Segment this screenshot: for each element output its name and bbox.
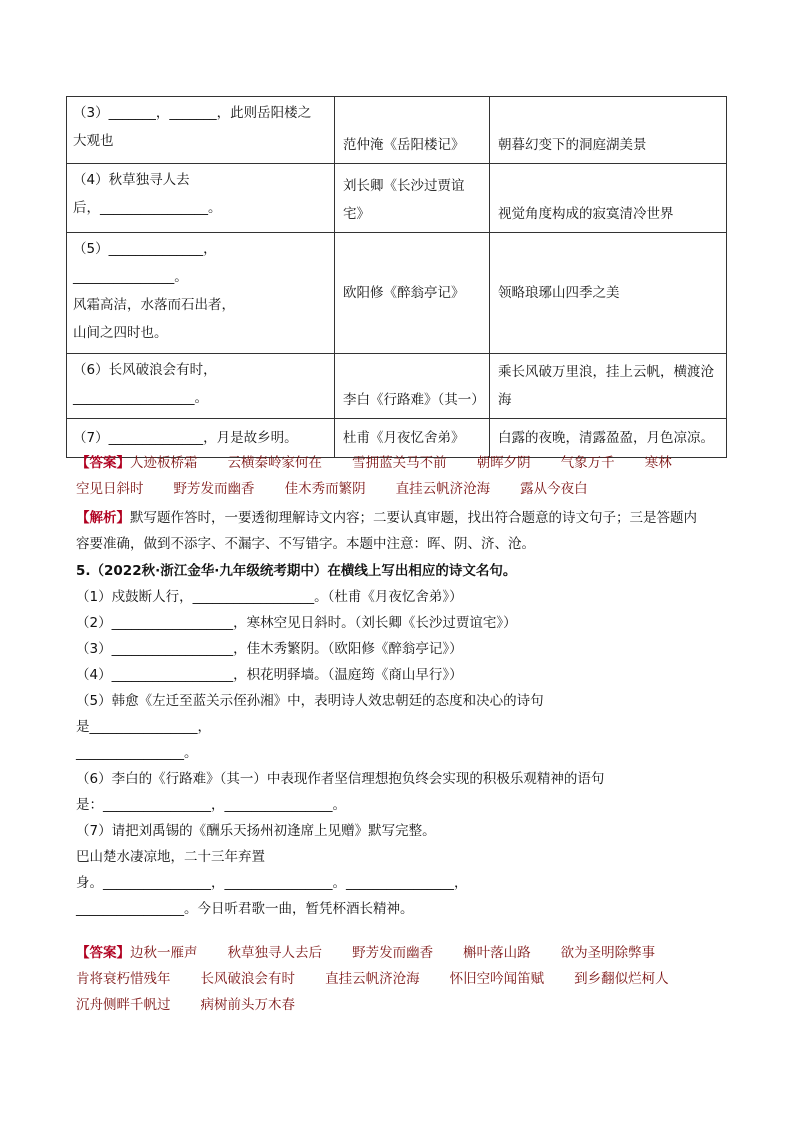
table-cell-note: 领略琅琊山四季之美 [490, 233, 727, 354]
table-cell-question [67, 354, 335, 419]
analysis-text: 默写题作答时，一要透彻理解诗文内容；二要认真审题，找出符合题意的诗文句子；三是答题内 [130, 510, 697, 526]
table-cell-question [67, 233, 335, 354]
answer-text: 空见日斜时 野芳发而幽香 佳木秀而繁阴 直挂云帆济沧海 露从今夜白 [76, 481, 588, 497]
analysis-tag: 【解析】 [76, 510, 130, 526]
question-line: （2）__________________，寒林空见日斜时。（刘长卿《长沙过贾谊宅》） [76, 615, 517, 631]
cell-text: （6）长风破浪会有时， [73, 362, 217, 378]
cell-text: _______________。 [73, 269, 188, 285]
answer-text: 人迹板桥霜 云横秦岭家何在 雪拥蓝关马不前 朝晖夕阴 气象万千 寒林 [130, 455, 672, 471]
table-row [67, 354, 727, 419]
analysis-block-1 [76, 505, 736, 557]
cell-text: 乘长风破万里浪，挂上云帆，横渡沧 [498, 364, 714, 380]
poem-table [66, 96, 727, 458]
table-row [67, 97, 727, 164]
cell-text: 大观也 [73, 133, 114, 149]
cell-text: （4）秋草独寻人去 [73, 172, 190, 188]
cell-text: （7）______________，月是故乡明。 [73, 430, 298, 446]
table-cell-note: 朝暮幻变下的洞庭湖美景 [490, 97, 727, 164]
question-line: （7）请把刘禹锡的《酬乐天扬州初逢席上见赠》默写完整。 [76, 823, 436, 839]
cell-text: 海 [498, 392, 512, 408]
table-cell-source: 欧阳修《醉翁亭记》 [335, 233, 490, 354]
question-5 [76, 558, 736, 922]
answer-text: 肯将衰朽惜残年 长风破浪会有时 直挂云帆济沧海 怀旧空吟闻笛赋 到乡翻似烂柯人 [76, 971, 669, 987]
table-cell-note [490, 354, 727, 419]
answer-tag: 【答案】 [76, 455, 130, 471]
question-line: （6）李白的《行路难》（其一）中表现作者坚信理想抱负终会实现的积极乐观精神的语句 [76, 771, 605, 787]
question-line: 是________________， [76, 719, 211, 735]
question-line: （4）__________________，枳花明驿墙。（温庭筠《商山早行》） [76, 667, 463, 683]
table-cell-question [67, 97, 335, 164]
question-line: （1）戍鼓断人行，__________________。（杜甫《月夜忆舍弟》） [76, 589, 463, 605]
answer-tag: 【答案】 [76, 945, 130, 961]
question-line: ________________。 [76, 745, 198, 761]
cell-text: 后，________________。 [73, 200, 222, 216]
answer-block-1 [76, 450, 736, 502]
answer-text: 边秋一雁声 秋草独寻人去后 野芳发而幽香 槲叶落山路 欲为圣明除弊事 [130, 945, 656, 961]
cell-text: 山间之四时也。 [73, 325, 168, 341]
cell-text: 风霜高洁，水落而石出者， [73, 297, 235, 313]
table-cell-source: 刘长卿《长沙过贾谊宅》 [335, 164, 490, 233]
cell-text: （5）______________， [73, 241, 217, 257]
question-line: （3）__________________，佳木秀繁阴。（欧阳修《醉翁亭记》） [76, 641, 463, 657]
table-cell-note: 白露的夜晚，清露盈盈，月色凉凉。 [490, 419, 727, 458]
answer-block-2 [76, 940, 736, 1018]
answer-text: 沉舟侧畔千帆过 病树前头万木春 [76, 997, 296, 1013]
question-line: ________________。今日听君歌一曲，暂凭杯酒长精神。 [76, 901, 414, 917]
cell-text: （3）_______，_______，此则岳阳楼之 [73, 105, 312, 121]
table-cell-question [67, 164, 335, 233]
table-cell-source: 杜甫《月夜忆舍弟》 [335, 419, 490, 458]
table-cell-source: 李白《行路难》（其一） [335, 354, 490, 419]
question-line: 身。________________，________________。________________， [76, 875, 468, 891]
question-line: 巴山楚水凄凉地，二十三年弃置 [76, 849, 265, 865]
question-heading: 5.（2022秋·浙江金华·九年级统考期中）在横线上写出相应的诗文名句。 [76, 563, 517, 579]
analysis-text: 容要准确，做到不添字、不漏字、不写错字。本题中注意：晖、阴、济、沧。 [76, 536, 535, 552]
question-line: （5）韩愈《左迁至蓝关示侄孙湘》中，表明诗人效忠朝廷的态度和决心的诗句 [76, 693, 544, 709]
table-cell-source: 范仲淹《岳阳楼记》 [335, 97, 490, 164]
cell-text: __________________。 [73, 390, 208, 406]
table-row [67, 164, 727, 233]
question-line: 是：________________，________________。 [76, 797, 346, 813]
table-cell-note: 视觉角度构成的寂寞清冷世界 [490, 164, 727, 233]
table-row [67, 233, 727, 354]
